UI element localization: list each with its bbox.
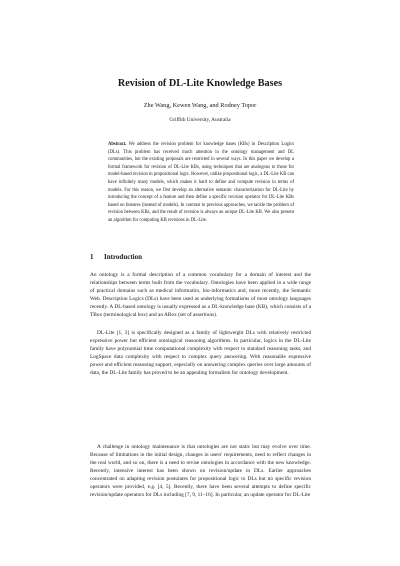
section-number: 1 <box>90 253 94 261</box>
body-paragraph: DL-Lite [1, 3] is specifically designed as a family of lightweight DLs with relatively restricted expressive power but efficient ontological reasoning algorithms. In particular, logics in the DL-Lite family have polynomial time computational complexity with respect to standard reasoning tasks, and LogSpace data complexity with respect to complex query answering. With reasonable expressive power and efficient reasoning support, especially on answering complex queries over large amounts of data, the DL-Lite family has proved to be an appealing formalism for ontology development. <box>90 330 311 377</box>
section-title: Introduction <box>104 253 142 261</box>
author-affiliation: Griffith University, Australia <box>169 117 231 123</box>
abstract-text: We address the revision problem for knowledge bases (KBs) in Description Logics (DLs). This problem has received much attention in the ontology management and DL communities, but the existing proposals are restricted in several ways. In this paper we develop a formal framework for revision of DL-Lite KBs, using techniques that are analogous to those for model-based revision in propositional logic. However, unlike propositional logic, a DL-Lite KB can have infinitely many models, which makes it hard to define and compute revision in terms of models. For this reason, we first develop an alternative semantic characterization for DL-Lite by introducing the concept of a feature and then define a specific revision operator for DL-Lite KBs based on features (instead of models). In contrast to previous approaches, we tackle the problem of revision between KBs, and the result of revision is always an unique DL-Lite KB. We also present an algorithm for computing KB revisions in DL-Lite. <box>108 142 294 223</box>
abstract <box>108 141 294 225</box>
body-paragraph: A challenge in ontology maintenance is that ontologies are not static but may evolve over time. Because of limitations in the initial design, changes in users' requirements, need to reflect changes in the real world, and so on, there is a need to revise ontologies in accordance with the new knowledge. Recently, intensive interest has been shown on revision/update in DLs. Earlier approaches concentrated on adapting revision postulates for propositional logic to DLs but no specific revision operators were provided, e.g. [4, 5]. Recently, there have been several attempts to define specific revision/update operators for DLs including [7, 9, 11–16]. In particular, an update operator for DL-Lite <box>90 444 311 499</box>
abstract-label: Abstract. <box>108 142 127 147</box>
body-paragraph: An ontology is a formal description of a common vocabulary for a domain of interest and the relationships between terms built from the vocabulary. Ontologies have been applied in a wide range of practical domains such as medical informatics, bio-informatics and, more recently, the Semantic Web. Description Logics (DLs) have been used as underlying formalisms of most ontology languages recently. A DL-based ontology is usually expressed as a DL-knowledge base (KB), which consists of a TBox (terminological box) and an ABox (set of assertions). <box>90 272 311 319</box>
paper-authors: Zhe Wang, Kewen Wang, and Rodney Topor <box>143 102 257 109</box>
paper-title: Revision of DL-Lite Knowledge Bases <box>117 78 283 89</box>
section-heading <box>90 253 310 262</box>
